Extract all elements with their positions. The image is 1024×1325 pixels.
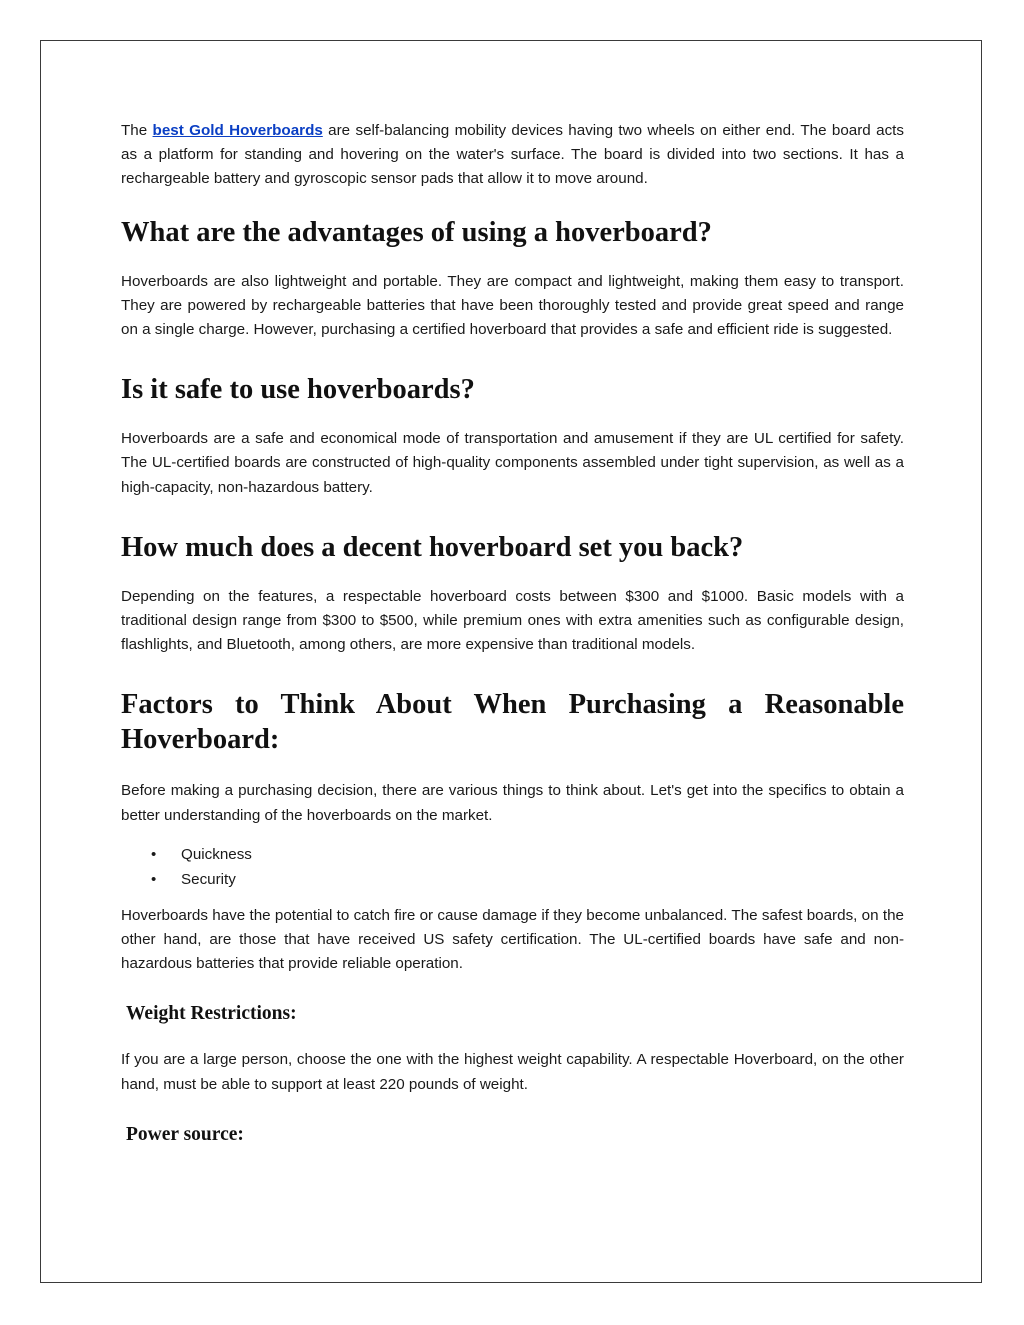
list-item: • Security <box>121 867 904 892</box>
paragraph-cost: Depending on the features, a respectable hoverboard costs between $300 and $1000. Basic models with a traditional design range from $300 to $500, while premium ones with extra amenities such as configurable design, flashlights, and Bluetooth, among others, are more expensive than traditional models. <box>121 587 904 654</box>
paragraph-factors-safety: Hoverboards have the potential to catch fire or cause damage if they become unbalanced. The safest boards, on the other hand, are those that have received US safety certification. The UL-certified boards have safe and non-hazardous batteries that provide reliable operation. <box>121 906 904 973</box>
paragraph-weight: If you are a large person, choose the one with the highest weight capability. A respectable Hoverboard, on the other hand, must be able to support at least 220 pounds of weight. <box>121 1051 904 1093</box>
document-content <box>121 119 904 1147</box>
document-page <box>40 40 982 1283</box>
intro-paragraph: The best Gold Hoverboards are self-balancing mobility devices having two wheels on either end. The board acts as a platform for standing and hovering on the water's surface. The board is divided into two sections. It has a rechargeable battery and gyroscopic sensor pads that allow it to move around. <box>121 122 904 188</box>
heading-safety: Is it safe to use hoverboards? <box>121 374 475 406</box>
heading-power: Power source: <box>126 1123 244 1145</box>
paragraph-advantages: Hoverboards are also lightweight and portable. They are compact and lightweight, making them easy to transport. They are powered by rechargeable batteries that have been thoroughly tested and provide great speed and range on a single charge. However, purchasing a certified hoverboard that provides a safe and efficient ride is suggested. <box>121 272 904 339</box>
bullet-icon: • <box>151 870 157 888</box>
heading-advantages: What are the advantages of using a hoverboard? <box>121 216 712 248</box>
best-gold-hoverboards-link[interactable]: best Gold Hoverboards <box>152 122 323 139</box>
heading-cost: How much does a decent hoverboard set you back? <box>121 531 744 563</box>
paragraph-safety: Hoverboards are a safe and economical mode of transportation and amusement if they are UL certified for safety. The UL-certified boards are constructed of high-quality components assembled under tight supervision, as well as a high-capacity, non-hazardous battery. <box>121 430 904 496</box>
factors-bullet-list <box>121 842 904 892</box>
list-item: • Quickness <box>121 842 904 867</box>
paragraph-factors: Before making a purchasing decision, there are various things to think about. Let's get into the specifics to obtain a better understanding of the hoverboards on the market. <box>121 782 904 824</box>
bullet-icon: • <box>151 845 157 863</box>
heading-factors: Factors to Think About When Purchasing a Reasonable Hoverboard: <box>121 689 904 756</box>
heading-weight: Weight Restrictions: <box>126 1003 297 1025</box>
